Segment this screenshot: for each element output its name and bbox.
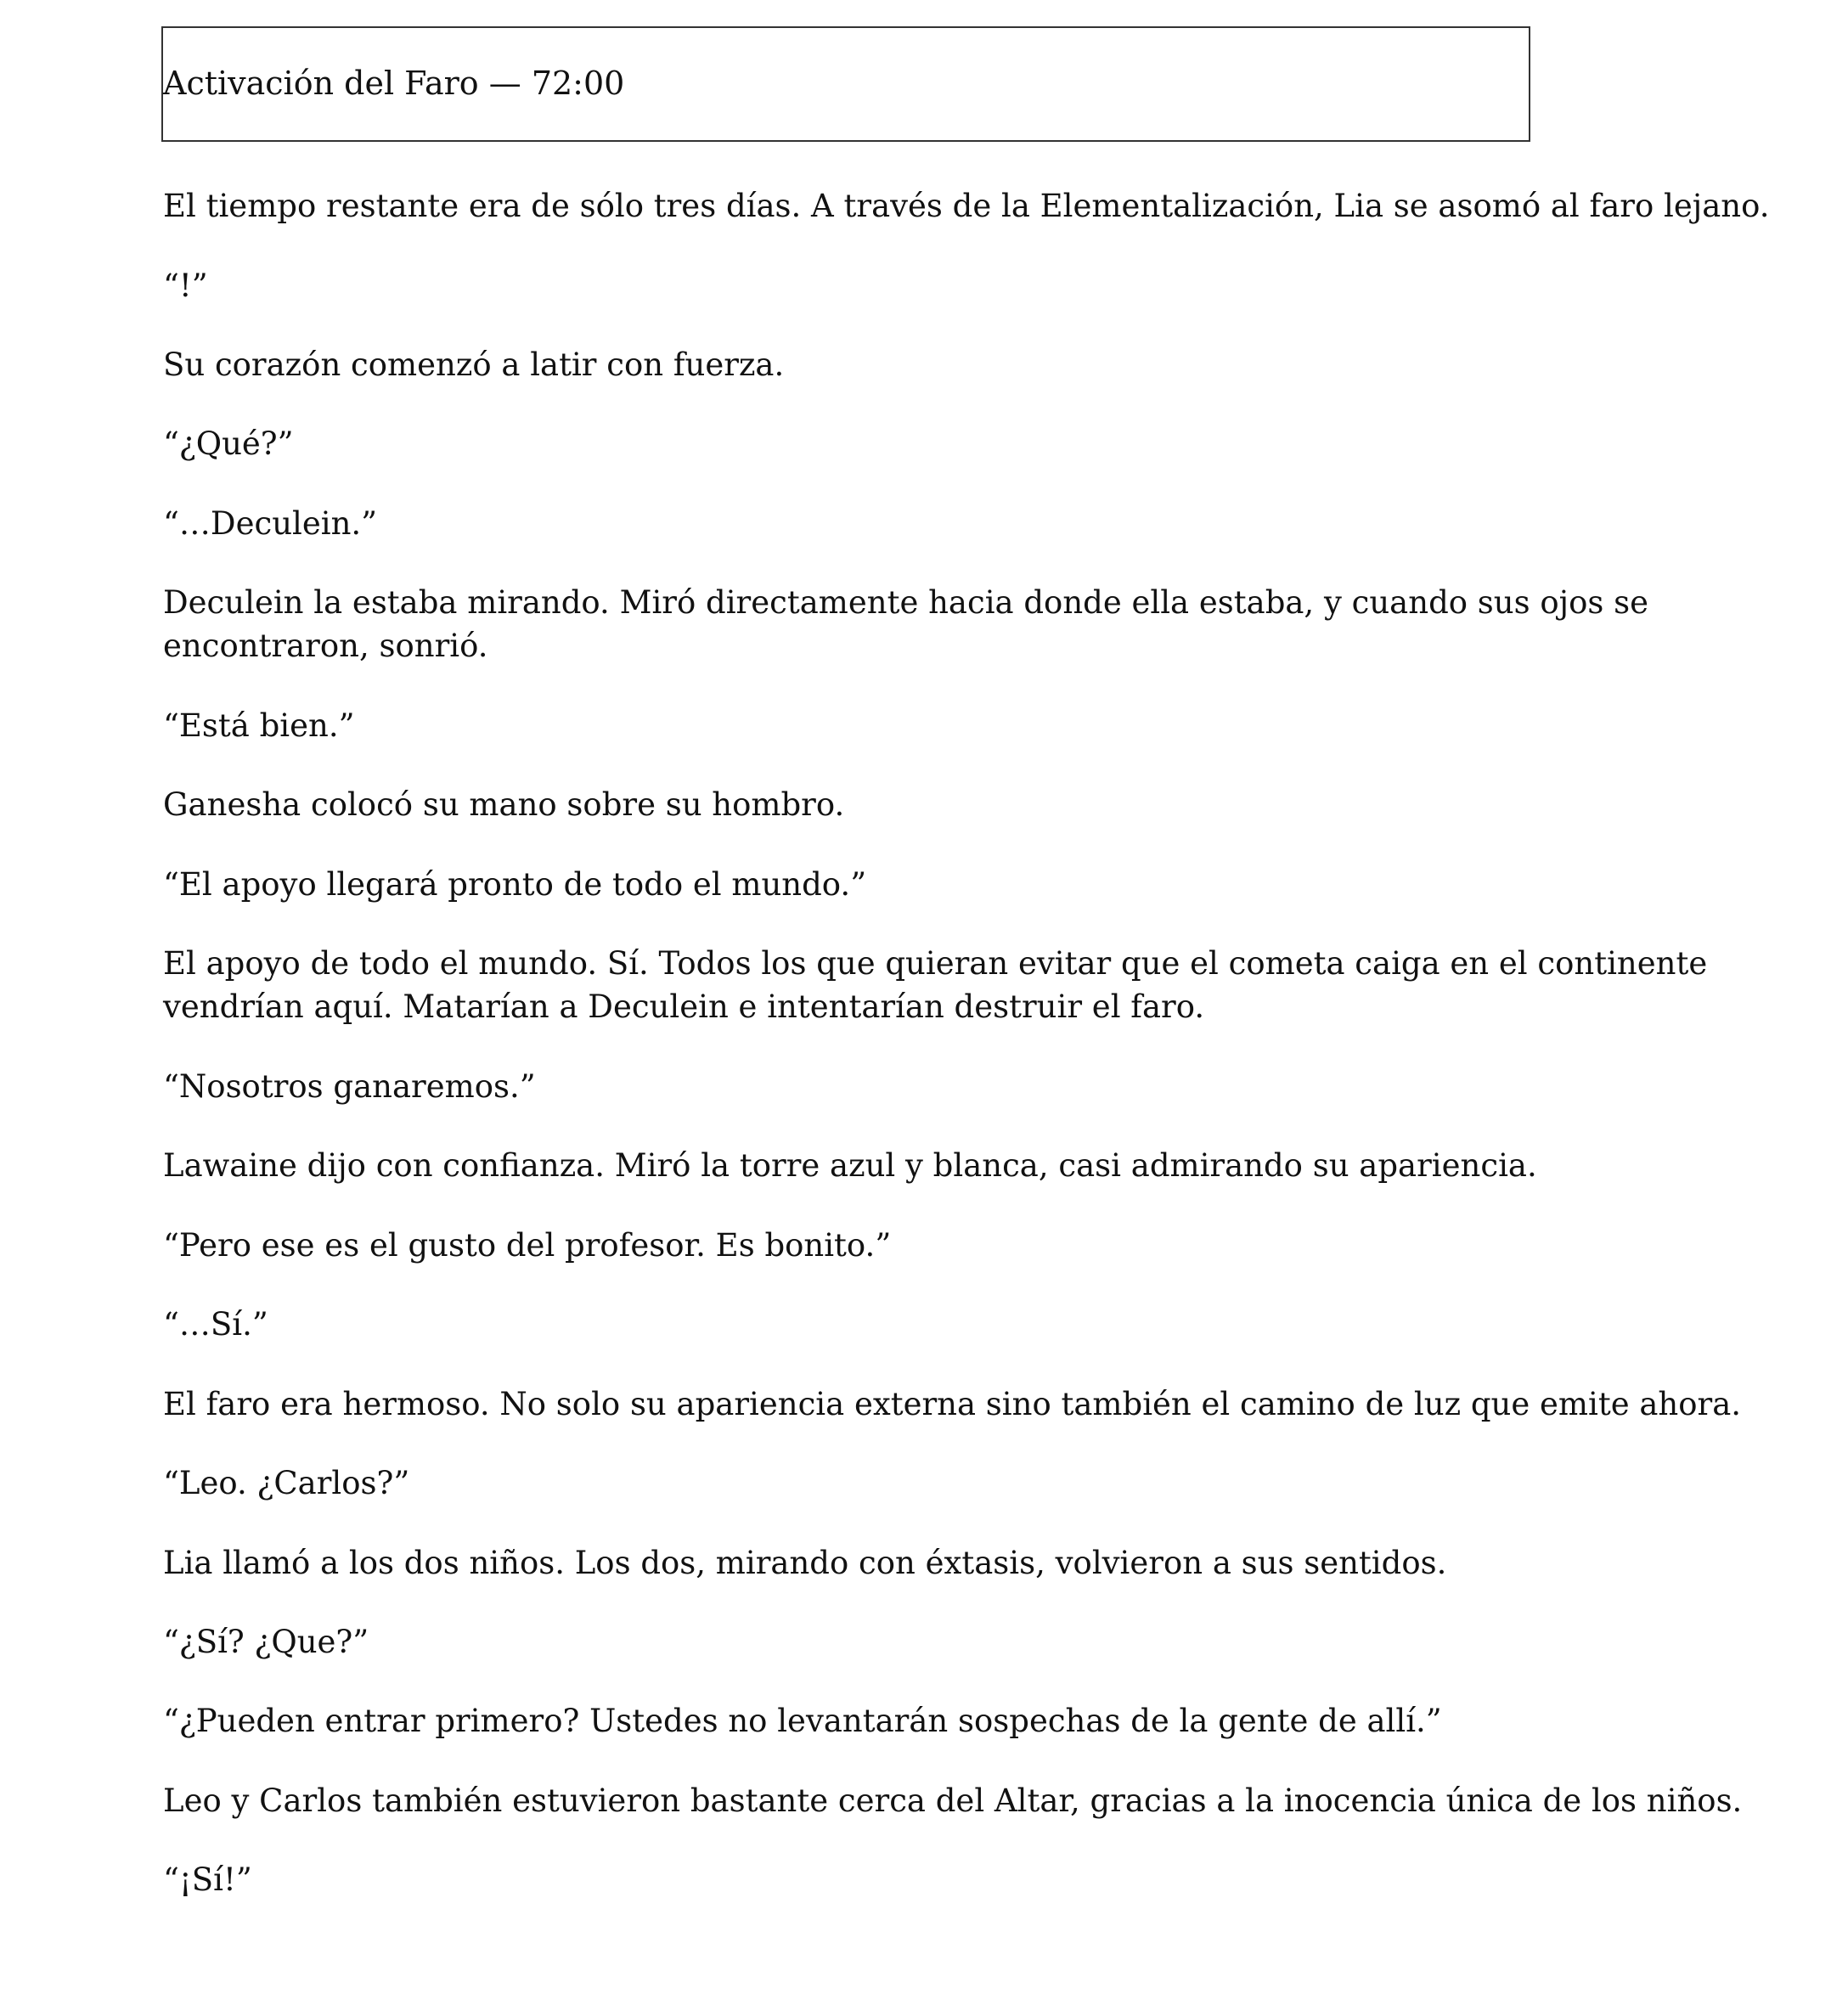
paragraph: “…Deculein.”	[163, 505, 378, 542]
paragraph: encontraron, sonrió.	[163, 628, 488, 664]
paragraph: El apoyo de todo el mundo. Sí. Todos los que quieran evitar que el cometa caiga en el continente	[163, 945, 1708, 982]
paragraph: “¿Qué?”	[163, 425, 294, 462]
paragraph: “Pero ese es el gusto del profesor. Es bonito.”	[163, 1227, 892, 1264]
paragraph: “Está bien.”	[163, 707, 355, 744]
paragraph: “Nosotros ganaremos.”	[163, 1068, 536, 1105]
paragraph: El faro era hermoso. No solo su apariencia externa sino también el camino de luz que emite ahora.	[163, 1386, 1742, 1422]
paragraph: “¡Sí!”	[163, 1861, 252, 1898]
paragraph: Su corazón comenzó a latir con fuerza.	[163, 346, 785, 383]
paragraph: Lawaine dijo con confianza. Miró la torre azul y blanca, casi admirando su apariencia.	[163, 1147, 1537, 1184]
chapter-title: Activación del Faro — 72:00	[163, 65, 625, 102]
paragraph: Deculein la estaba mirando. Miró directamente hacia donde ella estaba, y cuando sus ojos se	[163, 584, 1649, 621]
paragraph: Leo y Carlos también estuvieron bastante cerca del Altar, gracias a la inocencia única de los niños.	[163, 1782, 1743, 1819]
paragraph: “¿Pueden entrar primero? Ustedes no levantarán sospechas de la gente de allí.”	[163, 1703, 1442, 1739]
paragraph: “El apoyo llegará pronto de todo el mundo.”	[163, 866, 867, 903]
paragraph: “Leo. ¿Carlos?”	[163, 1465, 410, 1501]
paragraph: Lia llamó a los dos niños. Los dos, mirando con éxtasis, volvieron a sus sentidos.	[163, 1545, 1447, 1581]
paragraph: “¿Sí? ¿Que?”	[163, 1624, 369, 1660]
chapter-header-box	[161, 26, 1530, 142]
paragraph: “…Sí.”	[163, 1306, 268, 1343]
paragraph: “!”	[163, 267, 208, 304]
paragraph: Ganesha colocó su mano sobre su hombro.	[163, 786, 845, 823]
paragraph: vendrían aquí. Matarían a Deculein e intentarían destruir el faro.	[163, 988, 1205, 1025]
paragraph: El tiempo restante era de sólo tres días. A través de la Elementalización, Lia se asomó al faro lejano.	[163, 188, 1770, 224]
